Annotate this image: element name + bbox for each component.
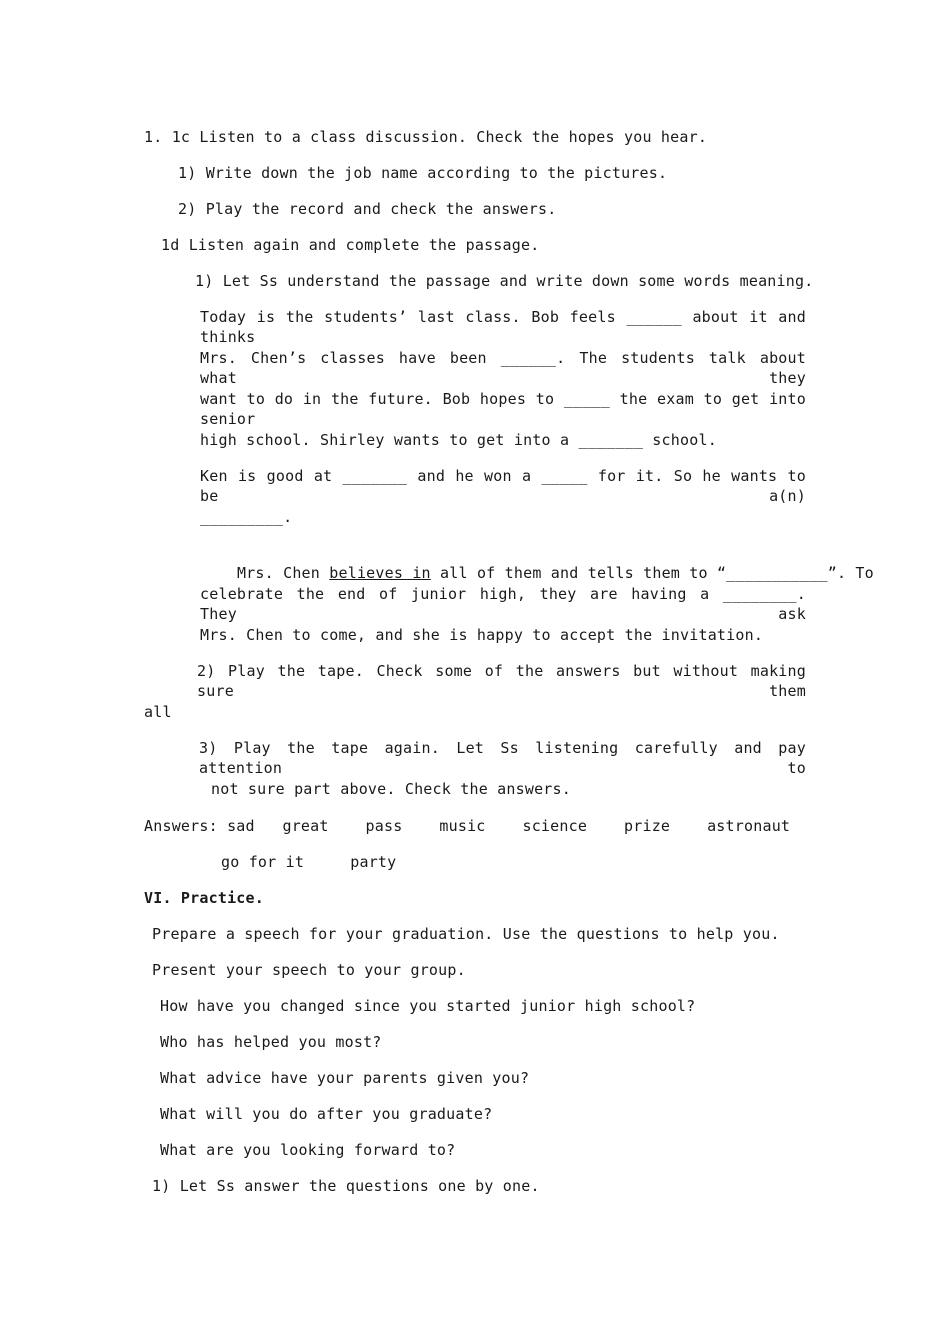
passage-line: Ken is good at _______ and he won a _____ for it. So he wants to be a(n) — [200, 467, 806, 505]
passage-line: _________. — [200, 508, 293, 526]
question-line: How have you changed since you started junior high school? — [160, 997, 696, 1015]
question-line: Who has helped you most? — [160, 1033, 382, 1051]
question-line: What will you do after you graduate? — [160, 1105, 493, 1123]
step-line: 1) Write down the job name according to the pictures. — [178, 164, 668, 182]
step-line: 3) Play the tape again. Let Ss listening carefully and pay attention to — [199, 739, 806, 777]
step-line: 1) Let Ss answer the questions one by one. — [152, 1177, 540, 1195]
passage-line: high school. Shirley wants to get into a _______ school. — [200, 431, 717, 449]
question-line: What advice have your parents given you? — [160, 1069, 530, 1087]
section-heading: VI. Practice. — [144, 889, 264, 907]
passage-line: Mrs. Chen’s classes have been ______. The students talk about what they — [200, 349, 806, 387]
answers-line: go for it party — [221, 853, 397, 871]
practice-line: Prepare a speech for your graduation. Use the questions to help you. — [152, 925, 780, 943]
passage-line: want to do in the future. Bob hopes to _____ the exam to get into senior — [200, 390, 806, 428]
step-line: 2) Play the tape. Check some of the answers but without making sure them — [197, 662, 806, 700]
step-line-continued: all — [144, 703, 172, 721]
question-line: What are you looking forward to? — [160, 1141, 456, 1159]
step-line: 1) Let Ss understand the passage and write down some words meaning. — [195, 272, 814, 290]
passage-line: Today is the students’ last class. Bob feels ______ about it and thinks — [200, 308, 806, 346]
answers-line: Answers: sad great pass music science prize astronaut — [144, 817, 791, 835]
heading-1c: 1. 1c Listen to a class discussion. Check the hopes you hear. — [144, 128, 708, 146]
passage-text: all of them and tells them to “___________”. To — [430, 564, 874, 582]
step-line: 2) Play the record and check the answers. — [178, 200, 557, 218]
passage-text: Mrs. Chen — [236, 564, 330, 582]
passage-line: celebrate the end of junior high, they are having a ________. They ask — [200, 585, 806, 623]
step-line-continued: not sure part above. Check the answers. — [211, 780, 571, 798]
heading-1d: 1d Listen again and complete the passage. — [161, 236, 540, 254]
underlined-phrase: believes in — [329, 564, 431, 582]
passage-line: Mrs. Chen to come, and she is happy to accept the invitation. — [200, 626, 764, 644]
practice-line: Present your speech to your group. — [152, 961, 466, 979]
